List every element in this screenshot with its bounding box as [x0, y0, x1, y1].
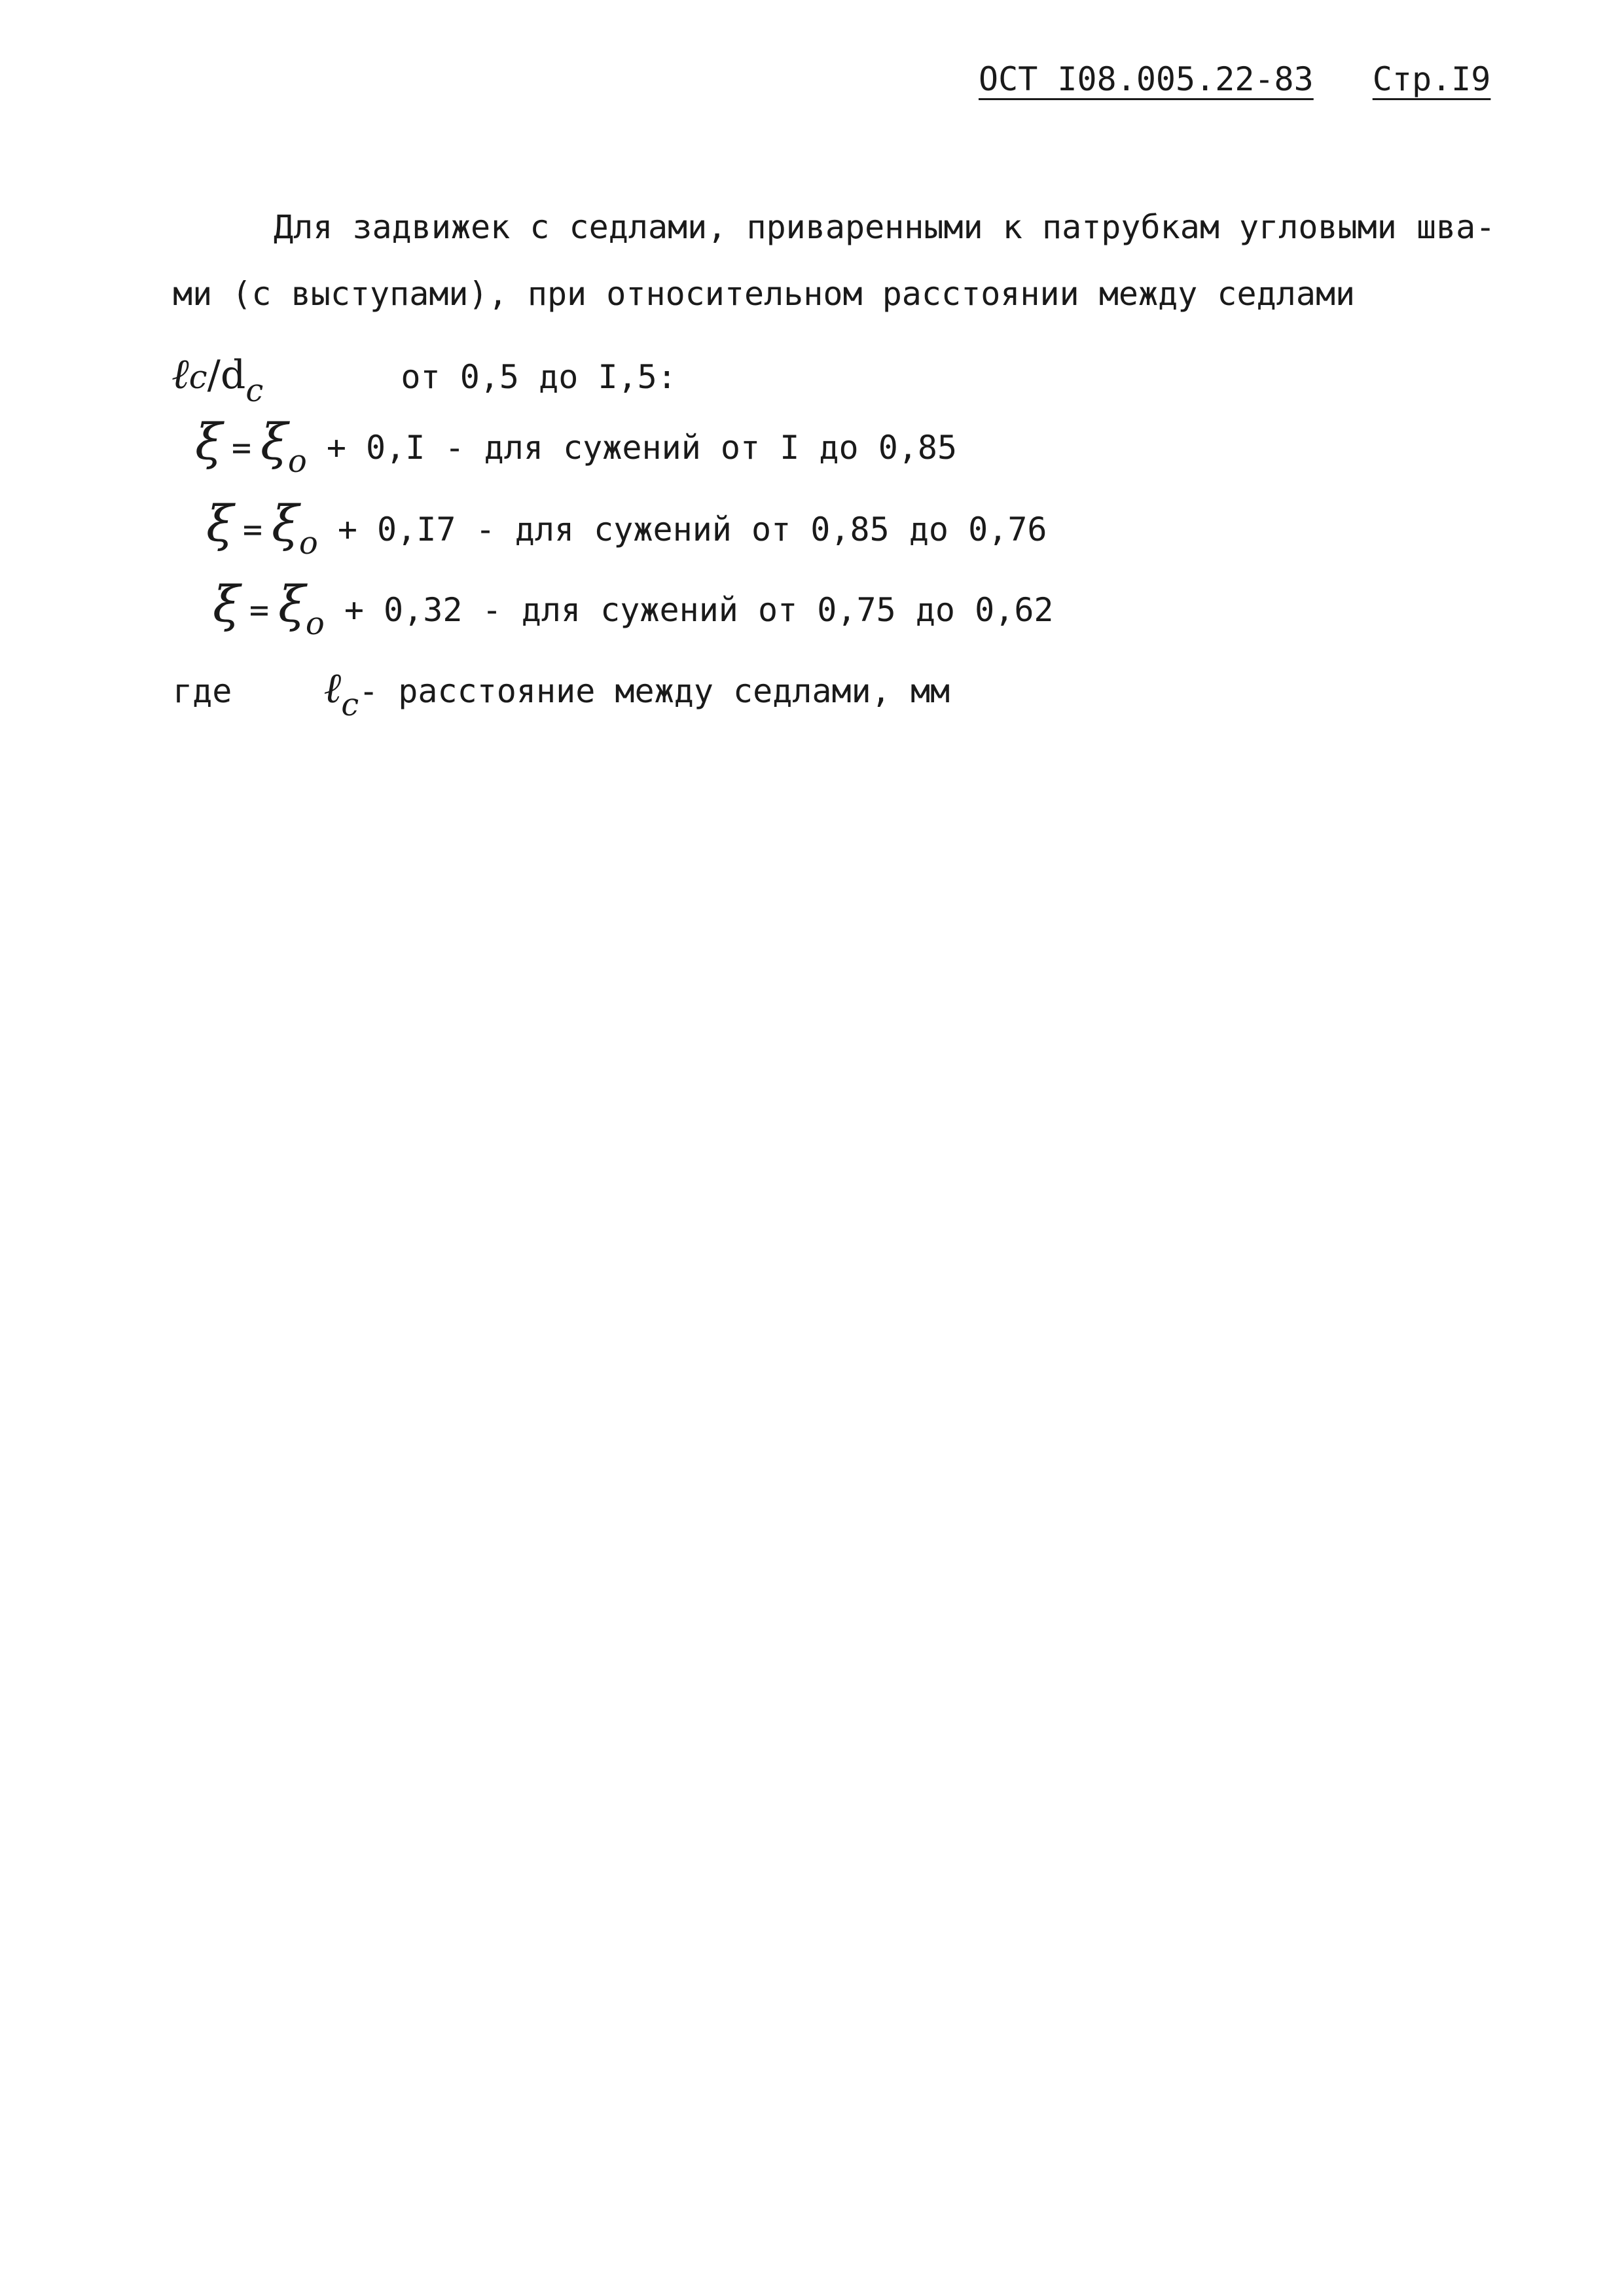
xi-symbol: ξ [213, 575, 240, 633]
formula-text: + 0,32 - для сужений от 0,75 до 0,62 [344, 591, 1054, 629]
xi-zero-subscript: o [298, 525, 318, 562]
xi-zero-symbol: ξ [271, 494, 299, 552]
formula-line-3 [213, 575, 1054, 642]
equals-sign: = [242, 511, 262, 548]
ratio-line [171, 350, 677, 409]
formula-line-2 [206, 494, 1047, 562]
ratio-range: от 0,5 до I,5: [401, 358, 677, 396]
paragraph-line-2: ми (с выступами), при относительном расстоянии между седлами [173, 275, 1356, 313]
xi-zero-symbol: ξ [278, 575, 306, 633]
ratio-slash: / [207, 352, 221, 398]
xi-symbol: ξ [195, 412, 223, 471]
where-word: где [173, 672, 232, 710]
equals-sign: = [249, 591, 269, 629]
where-l-symbol: ℓ [323, 664, 342, 713]
document-code: ОСТ I08.005.22-83 [979, 60, 1314, 98]
where-line [173, 664, 950, 723]
ratio-l-symbol: ℓ [171, 350, 189, 399]
formula-line-1 [195, 412, 958, 480]
ratio-d-subscript: c [245, 372, 264, 409]
where-l-subscript: c [341, 687, 359, 723]
paragraph-line-1: Для задвижек с седлами, приваренными к патрубкам угловыми шва- [274, 208, 1496, 246]
equals-sign: = [231, 429, 251, 467]
formula-text: + 0,I - для сужений от I до 0,85 [326, 429, 958, 467]
xi-zero-subscript: o [305, 605, 325, 642]
xi-symbol: ξ [206, 494, 234, 552]
formula-text: + 0,I7 - для сужений от 0,85 до 0,76 [337, 511, 1047, 548]
where-definition: - расстояние между седлами, мм [359, 672, 950, 710]
ratio-d-symbol: d [220, 352, 246, 398]
xi-zero-symbol: ξ [260, 412, 288, 471]
page-number: Стр.I9 [1372, 60, 1491, 98]
page-header [979, 60, 1490, 98]
xi-zero-subscript: o [287, 443, 307, 480]
ratio-l-subscript: c [189, 358, 208, 396]
